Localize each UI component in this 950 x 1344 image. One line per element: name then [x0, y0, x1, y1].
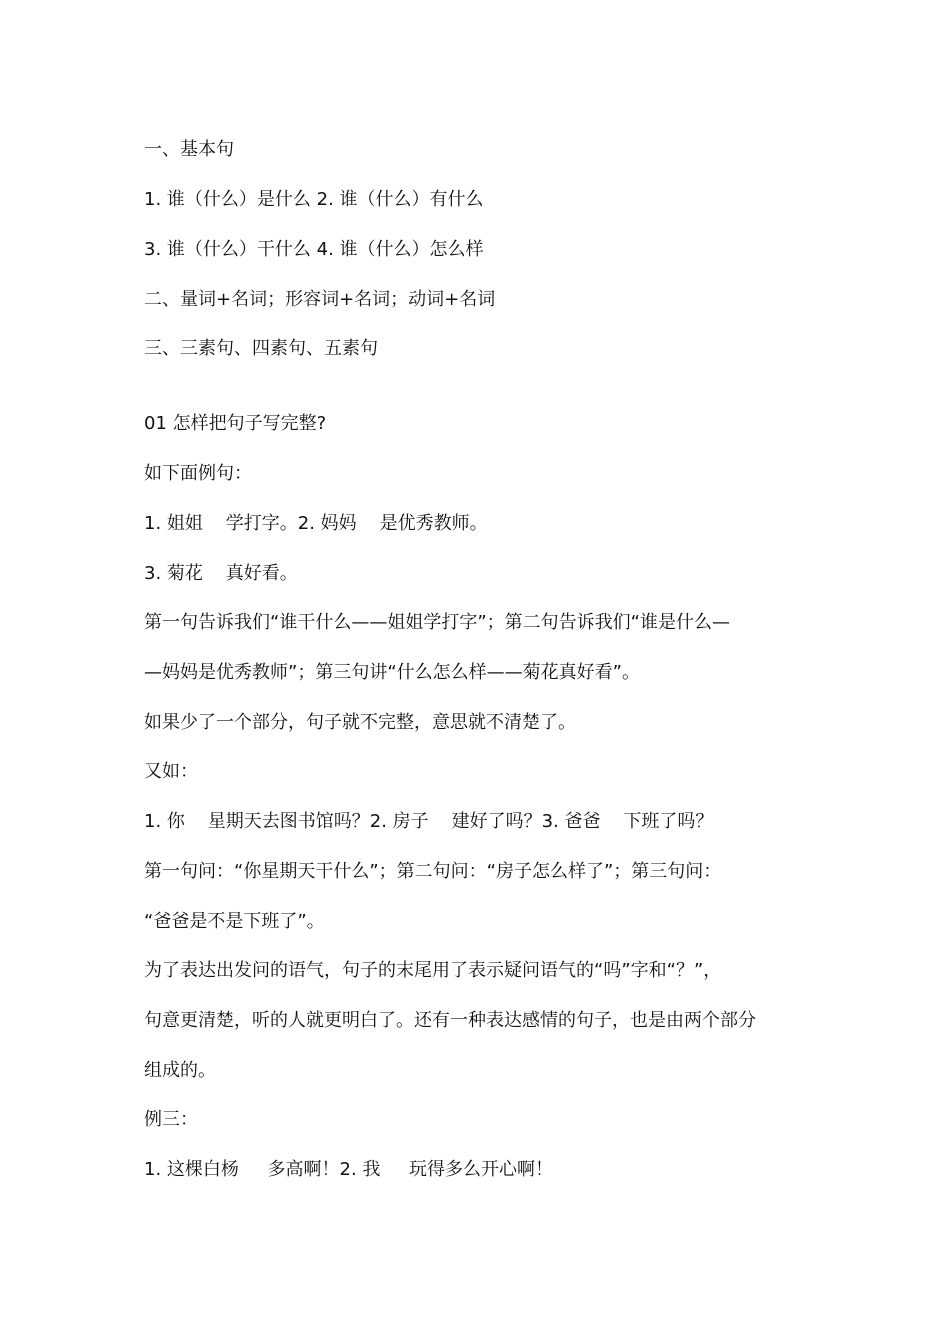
- text-line: 第一句问：“你星期天干什么”；第二句问：“房子怎么样了”；第三句问：: [144, 861, 722, 882]
- heading-sentence-elements: 三、三素句、四素句、五素句: [144, 338, 378, 359]
- heading-basic-sentences: 一、基本句: [144, 139, 234, 160]
- text-line: 为了表达出发问的语气，句子的末尾用了表示疑问语气的“吗”字和“？”，: [144, 960, 722, 981]
- text-line: 1. 姐姐 学打字。2. 妈妈 是优秀教师。: [144, 513, 488, 534]
- text-line: 如果少了一个部分，句子就不完整，意思就不清楚了。: [144, 712, 576, 733]
- text-line: “爸爸是不是下班了”。: [144, 911, 325, 932]
- text-line: 1. 谁（什么）是什么 2. 谁（什么）有什么: [144, 189, 484, 210]
- text-line: —妈妈是优秀教师”；第三句讲“什么怎么样——菊花真好看”。: [144, 662, 640, 683]
- text-line: 1. 这棵白杨 多高啊！2. 我 玩得多么开心啊！: [144, 1159, 554, 1180]
- text-line: 第一句告诉我们“谁干什么——姐姐学打字”；第二句告诉我们“谁是什么—: [144, 612, 730, 633]
- text-line: 1. 你 星期天去图书馆吗？2. 房子 建好了吗？3. 爸爸 下班了吗？: [144, 811, 714, 832]
- text-line: 例三：: [144, 1109, 198, 1130]
- text-line: 句意更清楚，听的人就更明白了。还有一种表达感情的句子，也是由两个部分: [144, 1010, 756, 1031]
- text-line: 3. 谁（什么）干什么 4. 谁（什么）怎么样: [144, 239, 484, 260]
- section-title: 01 怎样把句子写完整?: [144, 413, 327, 434]
- text-line: 如下面例句：: [144, 463, 252, 484]
- text-line: 3. 菊花 真好看。: [144, 563, 298, 584]
- text-line: 组成的。: [144, 1060, 216, 1081]
- heading-word-combinations: 二、量词+名词；形容词+名词；动词+名词: [144, 289, 496, 310]
- text-line: 又如：: [144, 761, 198, 782]
